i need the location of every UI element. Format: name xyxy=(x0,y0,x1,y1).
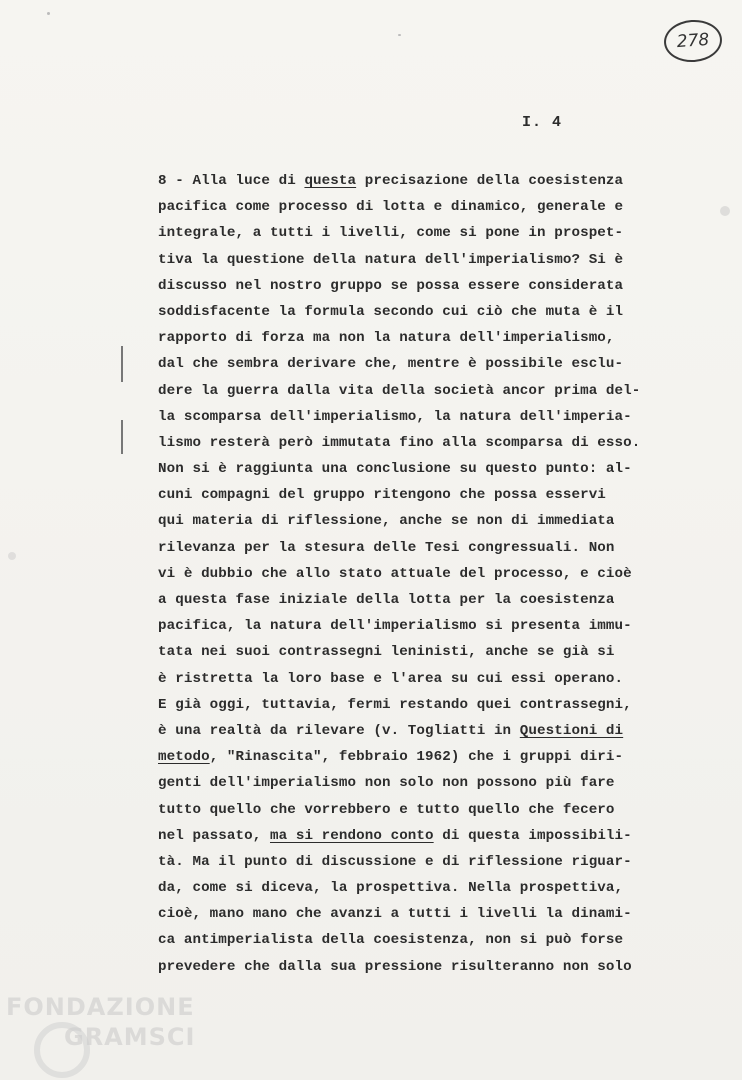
text-segment: vi è dubbio che allo stato attuale del processo, e cioè xyxy=(158,565,632,582)
text-line xyxy=(158,613,658,639)
text-line xyxy=(158,770,658,796)
text-line xyxy=(158,456,658,482)
text-line xyxy=(158,168,658,194)
underlined-text: ma si rendono conto xyxy=(269,827,434,844)
scan-speck xyxy=(8,552,16,560)
text-line xyxy=(158,561,658,587)
text-line xyxy=(158,718,658,744)
text-segment: soddisfacente la formula secondo cui ciò che muta è il xyxy=(158,303,624,320)
text-segment: ca antimperialista della coesistenza, non si può forse xyxy=(158,932,624,949)
text-segment: pacifica, la natura dell'imperialismo si presenta immu- xyxy=(158,618,632,635)
text-segment: cuni compagni del gruppo ritengono che possa esservi xyxy=(158,487,606,504)
underlined-text: metodo xyxy=(158,749,210,766)
text-segment: rilevanza per la stesura delle Tesi congressuali. Non xyxy=(158,539,615,556)
text-segment: tiva la questione della natura dell'imperialismo? Si è xyxy=(158,251,624,268)
watermark-line1: FONDAZIONE xyxy=(6,993,195,1021)
text-line xyxy=(158,666,658,692)
scan-speck xyxy=(47,12,50,15)
text-line xyxy=(158,692,658,718)
text-segment: genti dell'imperialismo non solo non possono più fare xyxy=(158,775,615,792)
text-line xyxy=(158,744,658,770)
body-paragraph xyxy=(158,168,658,980)
text-line xyxy=(158,325,658,351)
margin-mark xyxy=(121,420,123,454)
text-segment: di questa impossibili- xyxy=(433,827,632,844)
text-segment: è ristretta la loro base e l'area su cui essi operano. xyxy=(158,670,624,687)
text-segment: pacifica come processo di lotta e dinamico, generale e xyxy=(158,199,624,216)
text-line xyxy=(158,823,658,849)
margin-mark xyxy=(121,346,123,382)
text-line xyxy=(158,247,658,273)
text-line xyxy=(158,535,658,561)
text-segment: tutto quello che vorrebbero e tutto quello che fecero xyxy=(158,801,615,818)
text-segment: 8 - Alla luce di xyxy=(158,173,305,189)
text-segment: nel passato, xyxy=(158,827,270,844)
text-segment: rapporto di forza ma non la natura dell'imperialismo, xyxy=(158,330,615,347)
text-line xyxy=(158,194,658,220)
text-line xyxy=(158,430,658,456)
text-line xyxy=(158,404,658,430)
text-segment: lismo resterà però immutata fino alla scomparsa di esso. xyxy=(158,434,641,451)
text-segment: integrale, a tutti i livelli, come si pone in prospet- xyxy=(158,225,624,242)
text-segment: prevedere che dalla sua pressione risulteranno non solo xyxy=(158,958,632,975)
underlined-text: Questioni di xyxy=(519,722,624,739)
text-line xyxy=(158,220,658,246)
text-segment: cioè, mano mano che avanzi a tutti i livelli la dinami- xyxy=(158,906,632,923)
text-line xyxy=(158,508,658,534)
text-line xyxy=(158,482,658,508)
text-segment: dere la guerra dalla vita della società ancor prima del- xyxy=(158,382,641,399)
page-number: I. 4 xyxy=(522,114,563,131)
text-line xyxy=(158,378,658,404)
text-segment: tata nei suoi contrassegni leninisti, anche se già si xyxy=(158,644,615,661)
text-line xyxy=(158,954,658,980)
text-line xyxy=(158,351,658,377)
text-line xyxy=(158,273,658,299)
text-line xyxy=(158,587,658,613)
text-segment: discusso nel nostro gruppo se possa essere considerata xyxy=(158,277,624,294)
underlined-text: questa xyxy=(304,173,357,189)
watermark-line2: GRAMSCI xyxy=(64,1023,196,1051)
text-segment: da, come si diceva, la prospettiva. Nella prospettiva, xyxy=(158,880,624,897)
text-segment: a questa fase iniziale della lotta per la coesistenza xyxy=(158,592,615,608)
scan-speck xyxy=(398,34,401,36)
stamp-number: 278 xyxy=(676,29,710,53)
text-segment: dal che sembra derivare che, mentre è possibile esclu- xyxy=(158,356,624,373)
text-line xyxy=(158,927,658,953)
watermark-logo-icon xyxy=(34,1022,90,1078)
text-segment: tà. Ma il punto di discussione e di riflessione riguar- xyxy=(158,853,632,870)
text-line xyxy=(158,299,658,325)
scan-speck xyxy=(720,206,730,216)
text-segment: Non si è raggiunta una conclusione su questo punto: al- xyxy=(158,461,632,478)
text-line xyxy=(158,797,658,823)
text-segment: E già oggi, tuttavia, fermi restando quei contrassegni, xyxy=(158,696,632,713)
text-segment: precisazione della coesistenza xyxy=(356,173,624,189)
text-segment: , "Rinascita", febbraio 1962) che i gruppi diri- xyxy=(209,749,624,766)
text-segment: qui materia di riflessione, anche se non di immediata xyxy=(158,513,615,530)
text-line xyxy=(158,849,658,875)
text-segment: è una realtà da rilevare (v. Togliatti in xyxy=(158,722,520,739)
text-line xyxy=(158,901,658,927)
text-segment: la scomparsa dell'imperialismo, la natura dell'imperia- xyxy=(158,408,632,425)
page-stamp xyxy=(663,18,724,64)
text-line xyxy=(158,875,658,901)
text-line xyxy=(158,639,658,665)
